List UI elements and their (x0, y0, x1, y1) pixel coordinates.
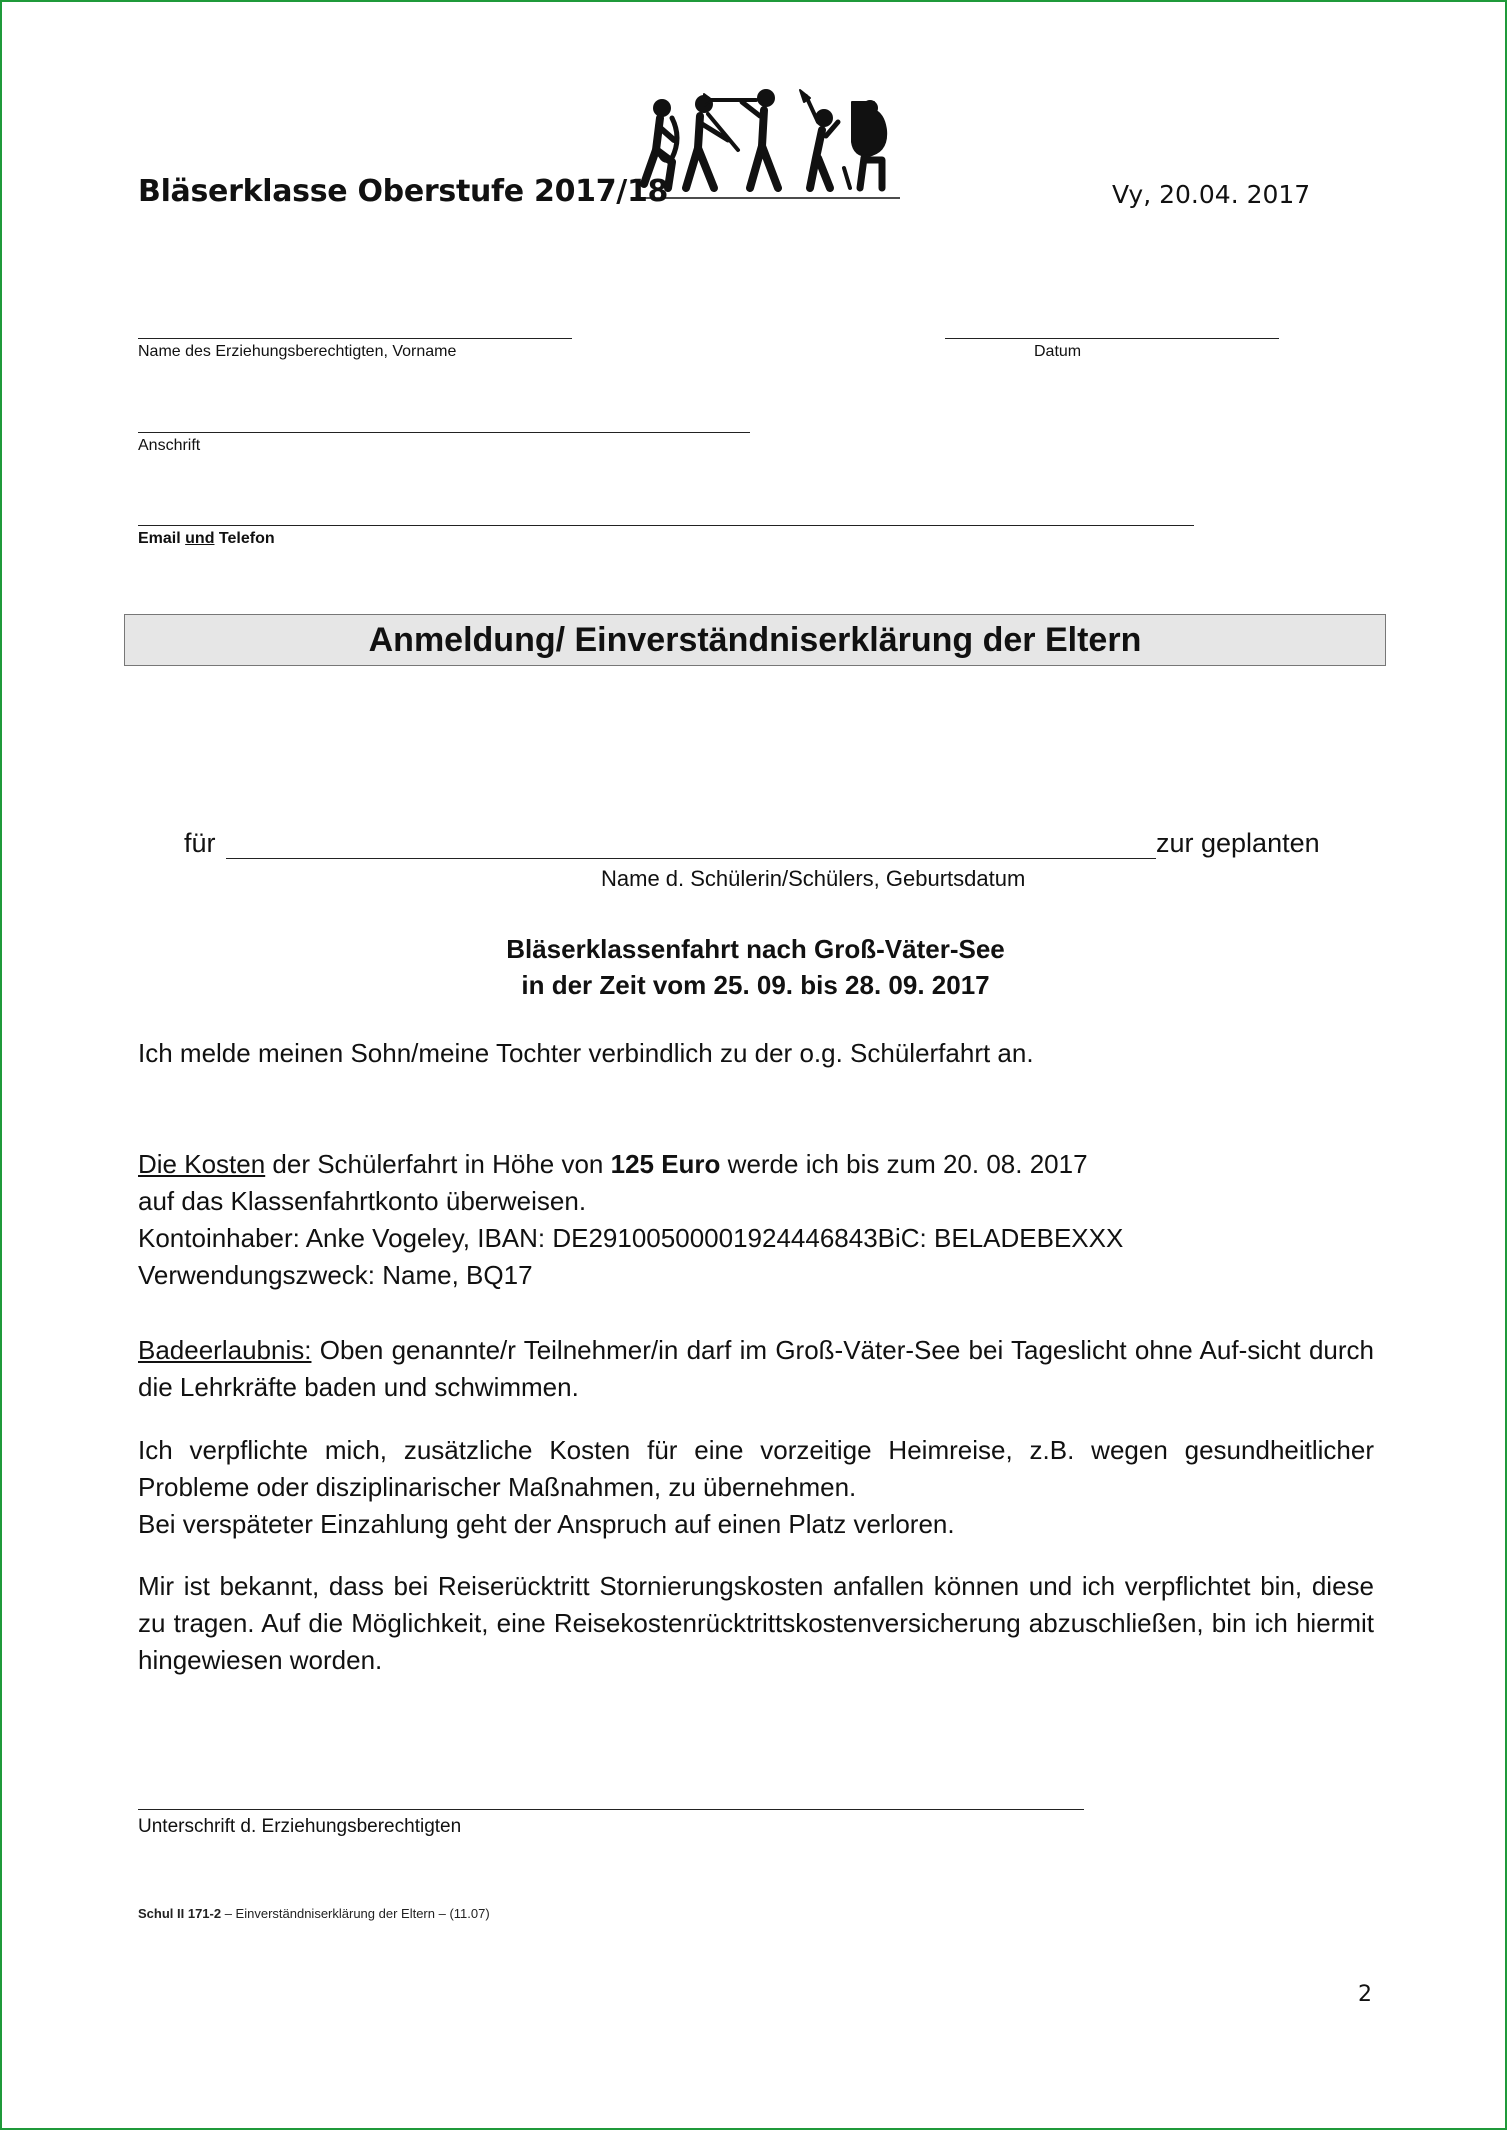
signature-label: Unterschrift d. Erziehungsberechtigten (138, 1816, 462, 1837)
account-details: Kontoinhaber: Anke Vogeley, IBAN: DE29100500001924446843BiC: BELADEBEXXX (138, 1223, 1124, 1253)
costs-text-b: werde ich bis zum 20. 08. 2017 (720, 1149, 1088, 1179)
costs-line-2: auf das Klassenfahrtkonto überweisen. (138, 1186, 587, 1216)
footer-note (138, 1906, 490, 1921)
obligation-block (138, 1432, 1374, 1543)
costs-amount: 125 Euro (610, 1149, 721, 1179)
swimming-text: Oben genannte/r Teilnehmer/in darf im Groß-Väter-See bei Tageslicht ohne Auf-sicht durch die Lehrkräfte baden und schwimmen. (138, 1335, 1374, 1402)
address-label: Anschrift (138, 437, 201, 454)
contact-label-phone: Telefon (214, 530, 275, 547)
footer-text: – Einverständniserklärung der Eltern – (11.07) (221, 1906, 490, 1921)
trip-dates: in der Zeit vom 25. 09. bis 28. 09. 2017 (521, 970, 990, 1000)
contact-label (138, 530, 275, 548)
contact-label-und: und (185, 530, 215, 547)
student-name-line[interactable] (226, 858, 1156, 859)
registration-text: Ich melde meinen Sohn/meine Tochter verbindlich zu der o.g. Schülerfahrt an. (138, 1038, 1034, 1068)
date-line[interactable] (945, 338, 1279, 339)
signature-line[interactable] (138, 1809, 1084, 1810)
page-number: 2 (1358, 1982, 1372, 2007)
address-line[interactable] (138, 432, 750, 433)
costs-text-a: der Schülerfahrt in Höhe von (265, 1149, 611, 1179)
date-label: Datum (1034, 343, 1082, 360)
costs-line-1 (138, 1146, 1374, 1183)
contact-line[interactable] (138, 525, 1194, 526)
contact-label-email: Email (138, 530, 186, 547)
obligation-text: Ich verpflichte mich, zusätzliche Kosten für eine vorzeitige Heimreise, z.B. wegen gesundheitlicher Probleme oder disziplinarischer Maßnahmen, zu übernehmen. (138, 1435, 1374, 1502)
planned-label: zur geplanten (1156, 828, 1320, 858)
musicians-logo-icon (638, 88, 900, 202)
payment-reference: Verwendungszweck: Name, BQ17 (138, 1260, 533, 1290)
student-name-caption: Name d. Schülerin/Schülers, Geburtsdatum (601, 866, 1026, 891)
footer-code: Schul II 171-2 (138, 1906, 222, 1921)
for-label: für (184, 828, 216, 858)
header-date: Vy, 20.04. 2017 (1112, 180, 1311, 209)
swimming-permission (138, 1332, 1374, 1406)
trip-title: Bläserklassenfahrt nach Groß-Väter-See (506, 934, 1005, 964)
guardian-name-line[interactable] (138, 338, 572, 339)
cancellation-text: Mir ist bekannt, dass bei Reiserücktritt Stornierungskosten anfallen können und ich verpflichtet bin, diese zu tragen. Auf die Möglichkeit, eine Reisekostenrücktrittskostenversicherung abzuschließen, bin ich hiermit hingewiesen worden. (138, 1571, 1374, 1675)
swimming-label: Badeerlaubnis: (138, 1335, 312, 1365)
late-payment-text: Bei verspäteter Einzahlung geht der Anspruch auf einen Platz verloren. (138, 1509, 955, 1539)
header-title: Bläserklasse Oberstufe 2017/18 (138, 174, 669, 209)
costs-label: Die Kosten (138, 1149, 266, 1179)
form-title: Anmeldung/ Einverständniserklärung der Eltern (124, 614, 1386, 666)
guardian-name-label: Name des Erziehungsberechtigten, Vorname (138, 343, 457, 360)
costs-block (138, 1146, 1374, 1294)
